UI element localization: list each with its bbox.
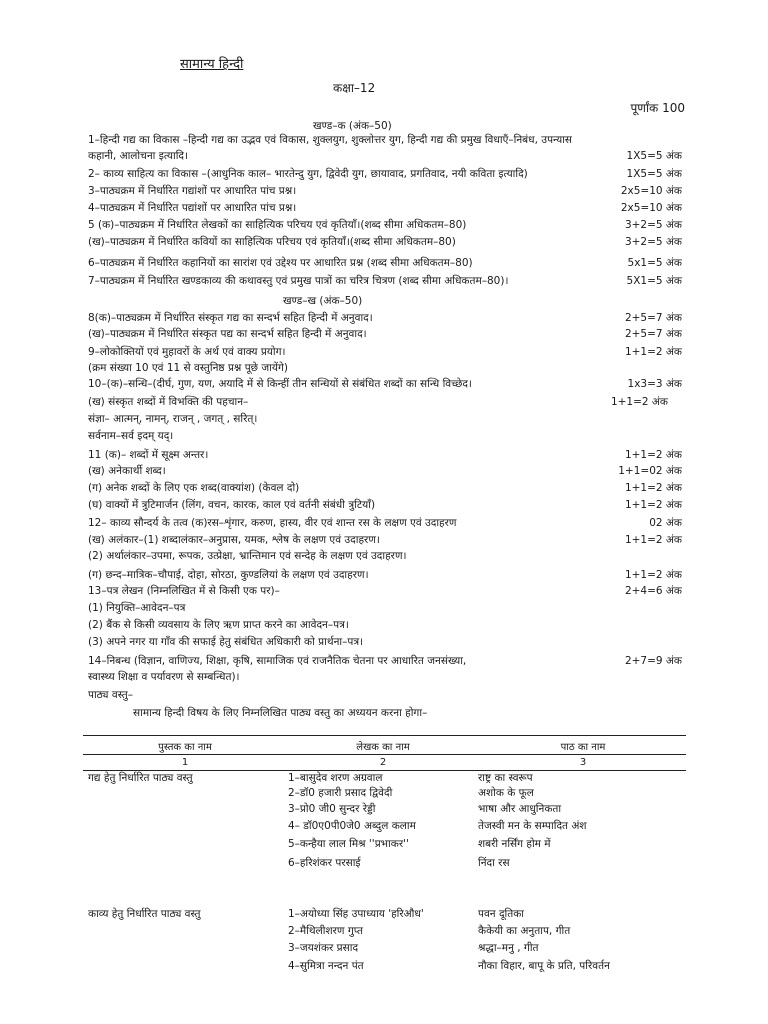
author-name: 1–अयोध्या सिंह उपाध्याय 'हरिऔध' [288,908,424,920]
list-item: (ग) अनेक शब्दों के लिए एक शब्द(वाक्यांश) (केवल दो) [88,482,300,494]
list-item: 11 (क)– शब्दों में सूक्ष्म अन्तर। [88,449,209,461]
list-item: (क्रम संख्या 10 एवं 11 से वस्तुनिष्ठ प्रश्न पूछे जायेंगे) [88,362,288,374]
column-header-lesson: पाठ का नाम [560,742,606,753]
author-name: 5–कन्हैया लाल मिश्र ''प्रभाकर'' [288,838,409,850]
marks-label: 2+5=7 अंक [624,312,682,324]
class-label: कक्षा–12 [333,81,376,95]
marks-label: 2x5=10 अंक [620,185,682,197]
list-item: स्वास्थ्य शिक्षा व पर्यावरण से सम्बन्धित)। [88,671,240,683]
marks-label: 5X1=5 अंक [626,275,682,287]
lesson-name: राष्ट्र का स्वरूप [478,772,533,784]
max-marks: पूर्णांक 100 [630,101,685,115]
list-item: 2– काव्य साहित्य का विकास –(आधुनिक काल– भारतेन्दु युग, द्विवेदी युग, छायावाद, प्रगतिवाद, नयी कविता इत्यादि) [88,168,528,180]
lesson-name: पवन दूतिका [478,908,525,920]
column-number: 3 [579,757,587,768]
section-b-heading: खण्ड–ख (अंक–50) [283,295,363,307]
list-item: कहानी, आलोचना इत्यादि। [88,150,188,162]
marks-label: 3+2=5 अंक [624,236,682,248]
list-item: 3–पाठ्यक्रम में निर्धारित गद्यांशों पर आधारित पांच प्रश्न। [88,185,297,197]
marks-label: 1+1=2 अंक [624,534,682,546]
marks-label: 5x1=5 अंक [627,257,682,269]
list-item: (घ) वाक्यों में त्रुटिमार्जन (लिंग, वचन, कारक, काल एवं वर्तनी संबंधी त्रुटियाँ) [88,499,376,511]
list-item: 14–निबन्ध (विज्ञान, वाणिज्य, शिक्षा, कृषि, सामाजिक एवं राजनैतिक चेतना पर आधारित जनसंख्या, [88,655,467,667]
syllabus-heading: पाठ्य वस्तु– [88,689,134,701]
lesson-name: कैकेयी का अनुताप, गीत [478,925,571,937]
author-name: 4– डॉ0ए0पी0जे0 अब्दुल कलाम [288,820,416,832]
list-item: 4–पाठ्यक्रम में निर्धारित पद्यांशों पर आधारित पांच प्रश्न। [88,202,297,214]
list-item: 1–हिन्दी गद्य का विकास –हिन्दी गद्य का उद्भव एवं विकास, शुक्लयुग, शुक्लोत्तर युग, हिन्दी गद्य की प्रमुख विधाएँ–निबंध, उपन्यास [88,134,573,146]
marks-label: 2x5=10 अंक [620,202,682,214]
author-name: 2–मैथिलीशरण गुप्त [288,925,363,937]
marks-label: 1+1=02 अंक [618,465,682,477]
list-item: (ख)–पाठ्यक्रम में निर्धारित संस्कृत पद्य का सन्दर्भ सहित हिन्दी में अनुवाद। [88,328,367,340]
book-name: गद्य हेतु निर्धारित पाठ्य वस्तु [88,772,193,784]
author-name: 6–हरिशंकर परसाई [288,857,361,869]
marks-label: 1X5=5 अंक [626,150,682,162]
list-item: 10–(क)–सन्धि–(दीर्घ, गुण, यण, अयादि में से किन्हीं तीन सन्धियों से संबंधित शब्दों का सन्धि विच्छेद। [88,378,472,390]
lesson-name: अशोक के फूल [478,787,534,799]
list-item: (ख) अनेकार्थी शब्द। [88,465,166,477]
marks-label: 1+1=2 अंक [610,396,668,408]
list-item: (ख) अलंकार–(1) शब्दालंकार–अनुप्रास, यमक, श्लेष के लक्षण एवं उदाहरण। [88,534,380,546]
author-name: 3–प्रो0 जी0 सुन्दर रेड्डी [288,803,376,815]
marks-label: 1+1=2 अंक [624,499,682,511]
lesson-name: निंदा रस [478,857,510,869]
list-item: (3) अपने नगर या गाँव की सफाई हेतु संबंधित अधिकारी को प्रार्थना–पत्र। [88,636,364,648]
marks-label: 1X5=5 अंक [626,168,682,180]
marks-label: 2+5=7 अंक [624,328,682,340]
marks-label: 1x3=3 अंक [627,378,682,390]
lesson-name: भाषा और आधुनिकता [478,803,562,815]
syllabus-intro: सामान्य हिन्दी विषय के लिए निम्नलिखित पाठ्य वस्तु का अध्ययन करना होगा– [133,707,428,719]
list-item: 12– काव्य सौन्दर्य के तत्व (क)रस–शृंगार, करुण, हास्य, वीर एवं शान्त रस के लक्षण एवं उदाहरण [88,517,457,529]
column-header-book: पुस्तक का नाम [158,742,212,753]
marks-label: 02 अंक [649,517,682,529]
column-number: 1 [181,757,189,768]
marks-label: 1+1=2 अंक [624,449,682,461]
list-item: 5 (क)–पाठ्यक्रम में निर्धारित लेखकों का साहित्यिक परिचय एवं कृतियाँ।(शब्द सीमा अधिकतम–80) [88,219,467,231]
list-item: 6–पाठ्यक्रम में निर्धारित कहानियों का सारांश एवं उद्देश्य पर आधारित प्रश्न (शब्द सीमा अधिकतम–80) [88,257,473,269]
list-item: 13–पत्र लेखन (निम्नलिखित में से किसी एक पर)– [88,585,280,597]
lesson-name: शबरी नर्सिंग होम में [478,838,551,850]
marks-label: 2+4=6 अंक [624,585,682,597]
column-header-author: लेखक का नाम [356,742,410,753]
list-item: 8(क)–पाठ्यक्रम में निर्धारित संस्कृत गद्य का सन्दर्भ सहित हिन्दी में अनुवाद। [88,312,373,324]
list-item: (2) अर्थालंकार–उपमा, रूपक, उत्प्रेक्षा, भ्रान्तिमान एवं सन्देह के लक्षण एवं उदाहरण। [88,550,407,562]
table-number-rule [83,770,686,771]
column-number: 2 [379,757,387,768]
table-header-rule [83,754,686,755]
list-item: सर्वनाम–सर्व इदम् यद्। [88,430,174,442]
list-item: (2) बैंक से किसी व्यवसाय के लिए ऋण प्राप्त करने का आवेदन–पत्र। [88,619,349,631]
author-name: 2–डॉ0 हजारी प्रसाद द्विवेदी [288,787,393,799]
list-item: (ख)–पाठ्यक्रम में निर्धारित कवियों का साहित्यिक परिचय एवं कृतियाँ।(शब्द सीमा अधिकतम–80) [88,236,456,248]
marks-label: 2+7=9 अंक [624,655,682,667]
list-item: (ख) संस्कृत शब्दों में विभक्ति की पहचान– [88,396,249,408]
subject-title: सामान्य हिन्दी [180,57,244,72]
book-name: काव्य हेतु निर्धारित पाठ्य वस्तु [88,908,201,920]
marks-label: 1+1=2 अंक [624,569,682,581]
list-item: 9–लोकोक्तियों एवं मुहावरों के अर्थ एवं वाक्य प्रयोग। [88,346,286,358]
marks-label: 1+1=2 अंक [624,346,682,358]
lesson-name: श्रद्धा–मनु , गीत [478,942,539,954]
list-item: (1) नियुक्ति–आवेदन–पत्र [88,602,186,614]
author-name: 4–सुमित्रा नन्दन पंत [288,960,364,972]
author-name: 1–बासुदेव शरण अग्रवाल [288,772,383,784]
table-top-rule [83,735,686,736]
list-item: 7–पाठ्यक्रम में निर्धारित खण्डकाव्य की कथावस्तु एवं प्रमुख पात्रों का चरित्र चित्रण (शब्द सीमा अधिकतम–80)। [88,275,509,287]
lesson-name: नौका विहार, बापू के प्रति, परिवर्तन [478,960,610,972]
marks-label: 1+1=2 अंक [624,482,682,494]
list-item: (ग) छन्द–मात्रिक–चौपाई, दोहा, सोरठा, कुण्डलियां के लक्षण एवं उदाहरण। [88,569,369,581]
author-name: 3–जयशंकर प्रसाद [288,942,359,954]
list-item: संज्ञा– आत्मन्, नामन्, राजन् , जगत् , सरित्। [88,413,258,425]
lesson-name: तेजस्वी मन के सम्पादित अंश [478,820,587,832]
section-a-heading: खण्ड–क (अंक–50) [313,120,392,132]
marks-label: 3+2=5 अंक [624,219,682,231]
